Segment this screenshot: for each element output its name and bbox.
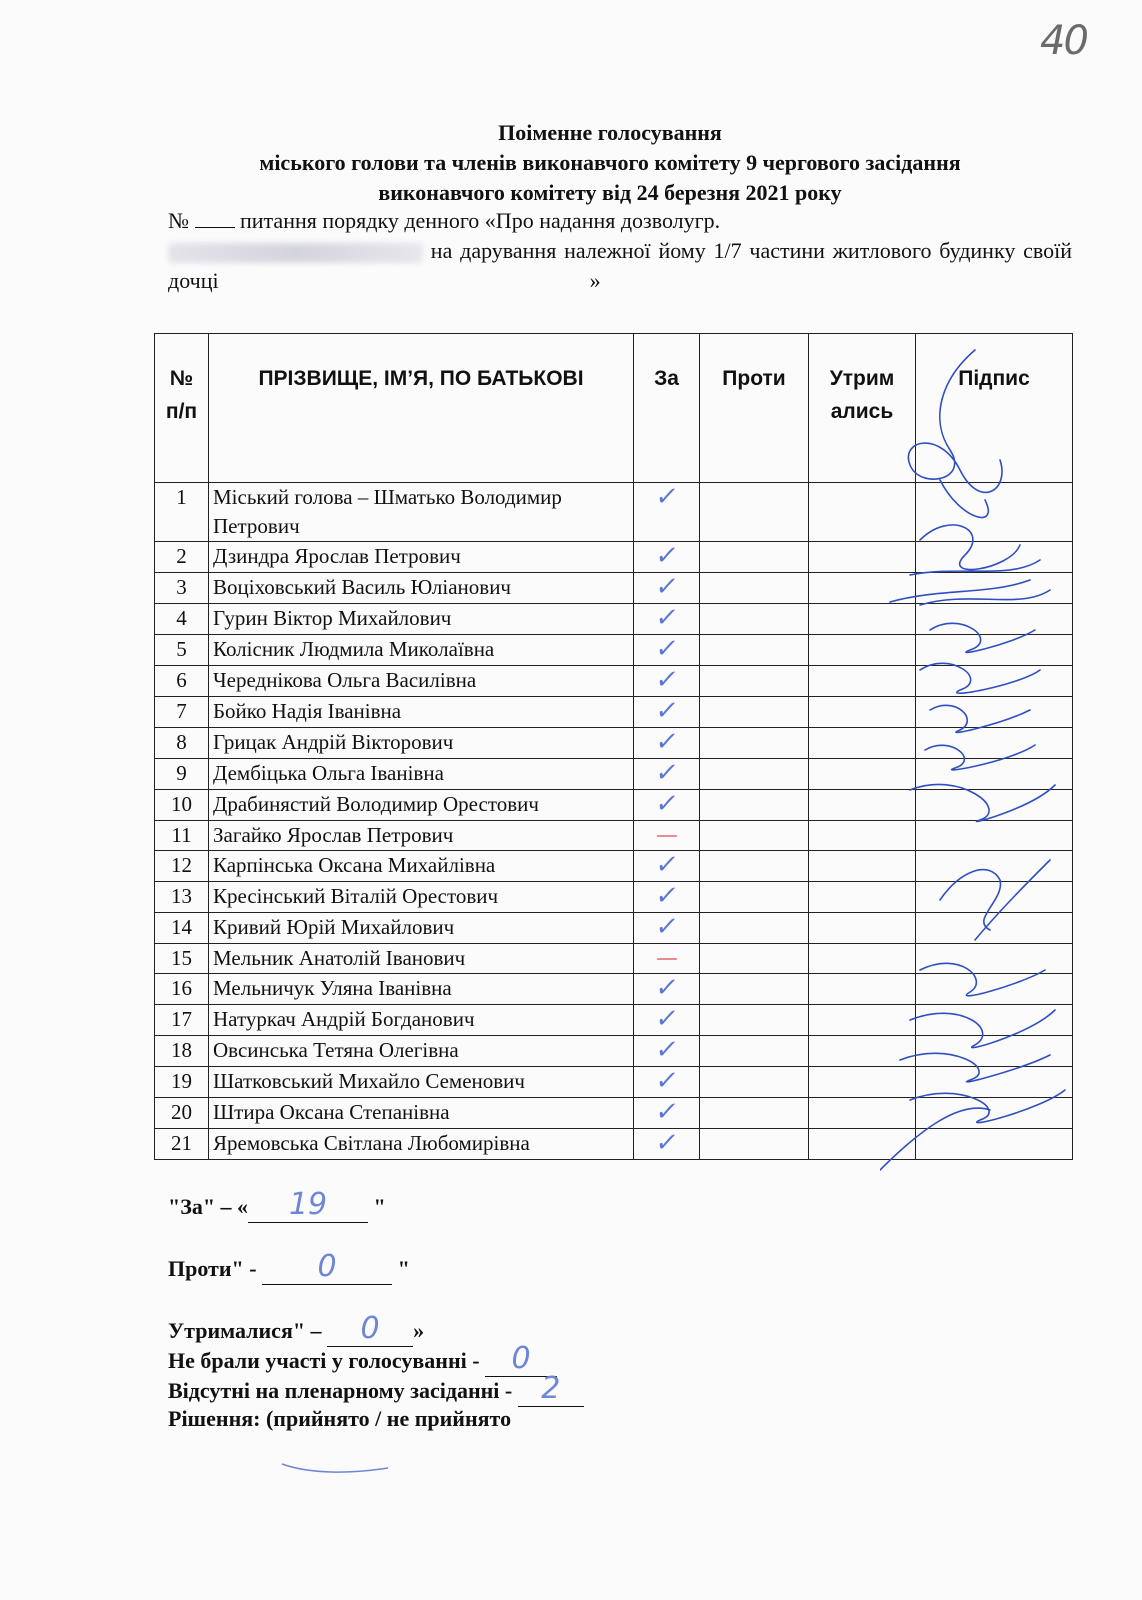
vote-for-cell [634, 666, 700, 697]
signature-cell [916, 974, 1073, 1005]
table-row [155, 728, 1073, 759]
checkmark-icon: ✓ [653, 973, 681, 1003]
vote-against-cell [700, 1036, 809, 1067]
vote-against-cell [700, 851, 809, 882]
summary-absent [168, 1371, 584, 1407]
row-number: 11 [155, 821, 209, 851]
vote-for-cell [634, 1036, 700, 1067]
vote-against-cell [700, 728, 809, 759]
vote-for-cell [634, 821, 700, 851]
vote-against-cell [700, 821, 809, 851]
member-name: Гурин Віктор Михайлович [209, 604, 634, 635]
summary-against-close: " [397, 1256, 410, 1281]
table-row [155, 542, 1073, 573]
member-name: Кривий Юрій Михайлович [209, 913, 634, 944]
header-against: Проти [700, 334, 809, 483]
vote-abstained-cell [809, 697, 916, 728]
signature-cell [916, 1129, 1073, 1160]
member-name: Міський голова – Шматько Володимир Петрович [209, 483, 634, 542]
checkmark-icon: ✓ [653, 1097, 681, 1127]
signature-cell [916, 483, 1073, 542]
vote-for-cell [634, 483, 700, 542]
vote-against-cell [700, 483, 809, 542]
table-row [155, 790, 1073, 821]
checkmark-icon: ✓ [653, 482, 681, 512]
vote-for-cell [634, 882, 700, 913]
question-number-blank [195, 227, 235, 228]
checkmark-icon: ✓ [653, 1035, 681, 1065]
row-number: 9 [155, 759, 209, 790]
question-text-1: питання порядку денного «Про надання дозволугр. [240, 208, 721, 233]
signature-cell [916, 542, 1073, 573]
checkmark-icon: ✓ [653, 696, 681, 726]
signature-cell [916, 821, 1073, 851]
row-number: 4 [155, 604, 209, 635]
vote-abstained-cell [809, 666, 916, 697]
header-signature: Підпис [916, 334, 1073, 483]
question-number-sign: № [168, 208, 189, 233]
vote-for-cell [634, 974, 700, 1005]
summary-absent-value: 2 [541, 1371, 561, 1406]
table-row [155, 1129, 1073, 1160]
row-number: 18 [155, 1036, 209, 1067]
table-row [155, 913, 1073, 944]
checkmark-icon: ✓ [653, 1066, 681, 1096]
vote-for-cell [634, 1067, 700, 1098]
vote-for-cell [634, 542, 700, 573]
dash-mark-icon: — [653, 946, 680, 971]
table-row [155, 1005, 1073, 1036]
decision-underline [280, 1458, 390, 1476]
vote-for-cell [634, 851, 700, 882]
table-row [155, 882, 1073, 913]
signature-cell [916, 728, 1073, 759]
title-line-3: виконавчого комітету від 24 березня 2021 року [378, 180, 842, 205]
table-row [155, 974, 1073, 1005]
vote-abstained-cell [809, 483, 916, 542]
summary-for-value: 19 [288, 1187, 328, 1222]
member-name: Грицак Андрій Вікторович [209, 728, 634, 759]
signature-cell [916, 913, 1073, 944]
header-num: № п/п [155, 334, 209, 483]
table-row [155, 697, 1073, 728]
member-name: Воціховський Василь Юліанович [209, 573, 634, 604]
row-number: 16 [155, 974, 209, 1005]
signature-cell [916, 1036, 1073, 1067]
vote-abstained-cell [809, 759, 916, 790]
checkmark-icon: ✓ [653, 572, 681, 602]
signature-cell [916, 851, 1073, 882]
vote-abstained-cell [809, 542, 916, 573]
checkmark-icon: ✓ [653, 727, 681, 757]
signature-cell [916, 944, 1073, 974]
row-number: 12 [155, 851, 209, 882]
agenda-question [168, 206, 1072, 296]
table-row [155, 666, 1073, 697]
signature-cell [916, 697, 1073, 728]
vote-for-cell [634, 573, 700, 604]
document-title [150, 118, 1070, 208]
vote-for-cell [634, 604, 700, 635]
vote-abstained-cell [809, 1067, 916, 1098]
table-row [155, 635, 1073, 666]
table-row [155, 759, 1073, 790]
checkmark-icon: ✓ [653, 634, 681, 664]
vote-for-cell [634, 635, 700, 666]
summary-not-voted-label: Не брали участі у голосуванні - [168, 1348, 480, 1373]
signature-cell [916, 666, 1073, 697]
vote-against-cell [700, 913, 809, 944]
row-number: 20 [155, 1098, 209, 1129]
table-row [155, 1067, 1073, 1098]
title-line-2: міського голови та членів виконавчого комітету 9 чергового засідання [259, 150, 961, 175]
vote-for-cell [634, 913, 700, 944]
vote-abstained-cell [809, 944, 916, 974]
vote-against-cell [700, 666, 809, 697]
member-name: Овсинська Тетяна Олегівна [209, 1036, 634, 1067]
summary-for-close: " [373, 1194, 386, 1219]
row-number: 2 [155, 542, 209, 573]
checkmark-icon: ✓ [653, 789, 681, 819]
checkmark-icon: ✓ [653, 758, 681, 788]
member-name: Карпінська Оксана Михайлівна [209, 851, 634, 882]
page-number: 40 [1040, 18, 1087, 64]
row-number: 8 [155, 728, 209, 759]
member-name: Шатковський Михайло Семенович [209, 1067, 634, 1098]
table-row [155, 944, 1073, 974]
row-number: 5 [155, 635, 209, 666]
vote-for-cell [634, 1098, 700, 1129]
vote-abstained-cell [809, 728, 916, 759]
member-name: Дзиндра Ярослав Петрович [209, 542, 634, 573]
checkmark-icon: ✓ [653, 850, 681, 880]
summary-against [168, 1249, 410, 1285]
vote-abstained-cell [809, 913, 916, 944]
summary-abstained-value: 0 [360, 1311, 380, 1346]
vote-for-cell [634, 728, 700, 759]
vote-against-cell [700, 1129, 809, 1160]
vote-against-cell [700, 882, 809, 913]
vote-for-cell [634, 1005, 700, 1036]
header-for: За [634, 334, 700, 483]
vote-for-cell [634, 790, 700, 821]
summary-decision: Рішення: (прийнято / не прийнято [168, 1406, 512, 1431]
signature-cell [916, 635, 1073, 666]
vote-against-cell [700, 944, 809, 974]
signature-cell [916, 1098, 1073, 1129]
vote-for-cell [634, 1129, 700, 1160]
redacted-name [168, 243, 423, 263]
question-text-2: на дарування належної йому 1/7 частини житлового будинку своїй дочці [168, 238, 1073, 293]
vote-against-cell [700, 604, 809, 635]
signature-cell [916, 1067, 1073, 1098]
member-name: Колісник Людмила Миколаївна [209, 635, 634, 666]
signature-cell [916, 1005, 1073, 1036]
table-row [155, 1036, 1073, 1067]
dash-mark-icon: — [653, 823, 680, 848]
vote-against-cell [700, 1067, 809, 1098]
vote-against-cell [700, 1005, 809, 1036]
vote-for-cell [634, 759, 700, 790]
vote-abstained-cell [809, 573, 916, 604]
member-name: Кресінський Віталій Орестович [209, 882, 634, 913]
vote-abstained-cell [809, 882, 916, 913]
table-row [155, 483, 1073, 542]
table-row [155, 851, 1073, 882]
vote-abstained-cell [809, 1036, 916, 1067]
vote-against-cell [700, 790, 809, 821]
row-number: 10 [155, 790, 209, 821]
vote-abstained-cell [809, 790, 916, 821]
checkmark-icon: ✓ [653, 912, 681, 942]
vote-for-cell [634, 697, 700, 728]
summary-against-value: 0 [317, 1249, 337, 1284]
signature-cell [916, 573, 1073, 604]
row-number: 6 [155, 666, 209, 697]
summary-abstained [168, 1311, 425, 1347]
vote-abstained-cell [809, 821, 916, 851]
checkmark-icon: ✓ [653, 603, 681, 633]
vote-against-cell [700, 635, 809, 666]
row-number: 17 [155, 1005, 209, 1036]
vote-for-cell [634, 944, 700, 974]
checkmark-icon: ✓ [653, 1128, 681, 1158]
table-row [155, 604, 1073, 635]
signature-cell [916, 790, 1073, 821]
member-name: Драбинястий Володимир Орестович [209, 790, 634, 821]
vote-abstained-cell [809, 1005, 916, 1036]
vote-abstained-cell [809, 604, 916, 635]
row-number: 13 [155, 882, 209, 913]
row-number: 3 [155, 573, 209, 604]
member-name: Череднікова Ольга Василівна [209, 666, 634, 697]
title-line-1: Поіменне голосування [498, 120, 722, 145]
checkmark-icon: ✓ [653, 1004, 681, 1034]
header-abstained: Утрим ались [809, 334, 916, 483]
vote-against-cell [700, 697, 809, 728]
summary-absent-label: Відсутні на пленарному засіданні - [168, 1378, 513, 1403]
member-name: Дембіцька Ольга Іванівна [209, 759, 634, 790]
table-header-row [155, 334, 1073, 483]
row-number: 1 [155, 483, 209, 542]
summary-abstained-label: Утрималися" – [168, 1318, 322, 1343]
vote-abstained-cell [809, 635, 916, 666]
member-name: Мельник Анатолій Іванович [209, 944, 634, 974]
member-name: Загайко Ярослав Петрович [209, 821, 634, 851]
row-number: 7 [155, 697, 209, 728]
summary-for-label: "За" – « [168, 1194, 249, 1219]
member-name: Штира Оксана Степанівна [209, 1098, 634, 1129]
vote-against-cell [700, 542, 809, 573]
summary-not-voted-value: 0 [511, 1341, 531, 1376]
row-number: 15 [155, 944, 209, 974]
vote-against-cell [700, 1098, 809, 1129]
vote-abstained-cell [809, 851, 916, 882]
summary-abstained-close: » [413, 1318, 425, 1343]
member-name: Мельничук Уляна Іванівна [209, 974, 634, 1005]
summary-for [168, 1187, 386, 1223]
summary-not-voted [168, 1341, 557, 1377]
vote-abstained-cell [809, 1129, 916, 1160]
table-row [155, 573, 1073, 604]
signature-cell [916, 604, 1073, 635]
header-name: ПРІЗВИЩЕ, ІМ’Я, ПО БАТЬКОВІ [209, 334, 634, 483]
roll-call-table [154, 333, 1073, 1160]
vote-against-cell [700, 974, 809, 1005]
vote-against-cell [700, 759, 809, 790]
row-number: 21 [155, 1129, 209, 1160]
member-name: Яремовська Світлана Любомирівна [209, 1129, 634, 1160]
row-number: 14 [155, 913, 209, 944]
summary-against-label: Проти" - [168, 1256, 257, 1281]
vote-against-cell [700, 573, 809, 604]
signature-cell [916, 882, 1073, 913]
question-close: » [589, 268, 601, 293]
table-row [155, 1098, 1073, 1129]
vote-abstained-cell [809, 1098, 916, 1129]
member-name: Бойко Надія Іванівна [209, 697, 634, 728]
vote-abstained-cell [809, 974, 916, 1005]
checkmark-icon: ✓ [653, 881, 681, 911]
checkmark-icon: ✓ [653, 541, 681, 571]
row-number: 19 [155, 1067, 209, 1098]
table-row [155, 821, 1073, 851]
checkmark-icon: ✓ [653, 665, 681, 695]
member-name: Натуркач Андрій Богданович [209, 1005, 634, 1036]
signature-cell [916, 759, 1073, 790]
